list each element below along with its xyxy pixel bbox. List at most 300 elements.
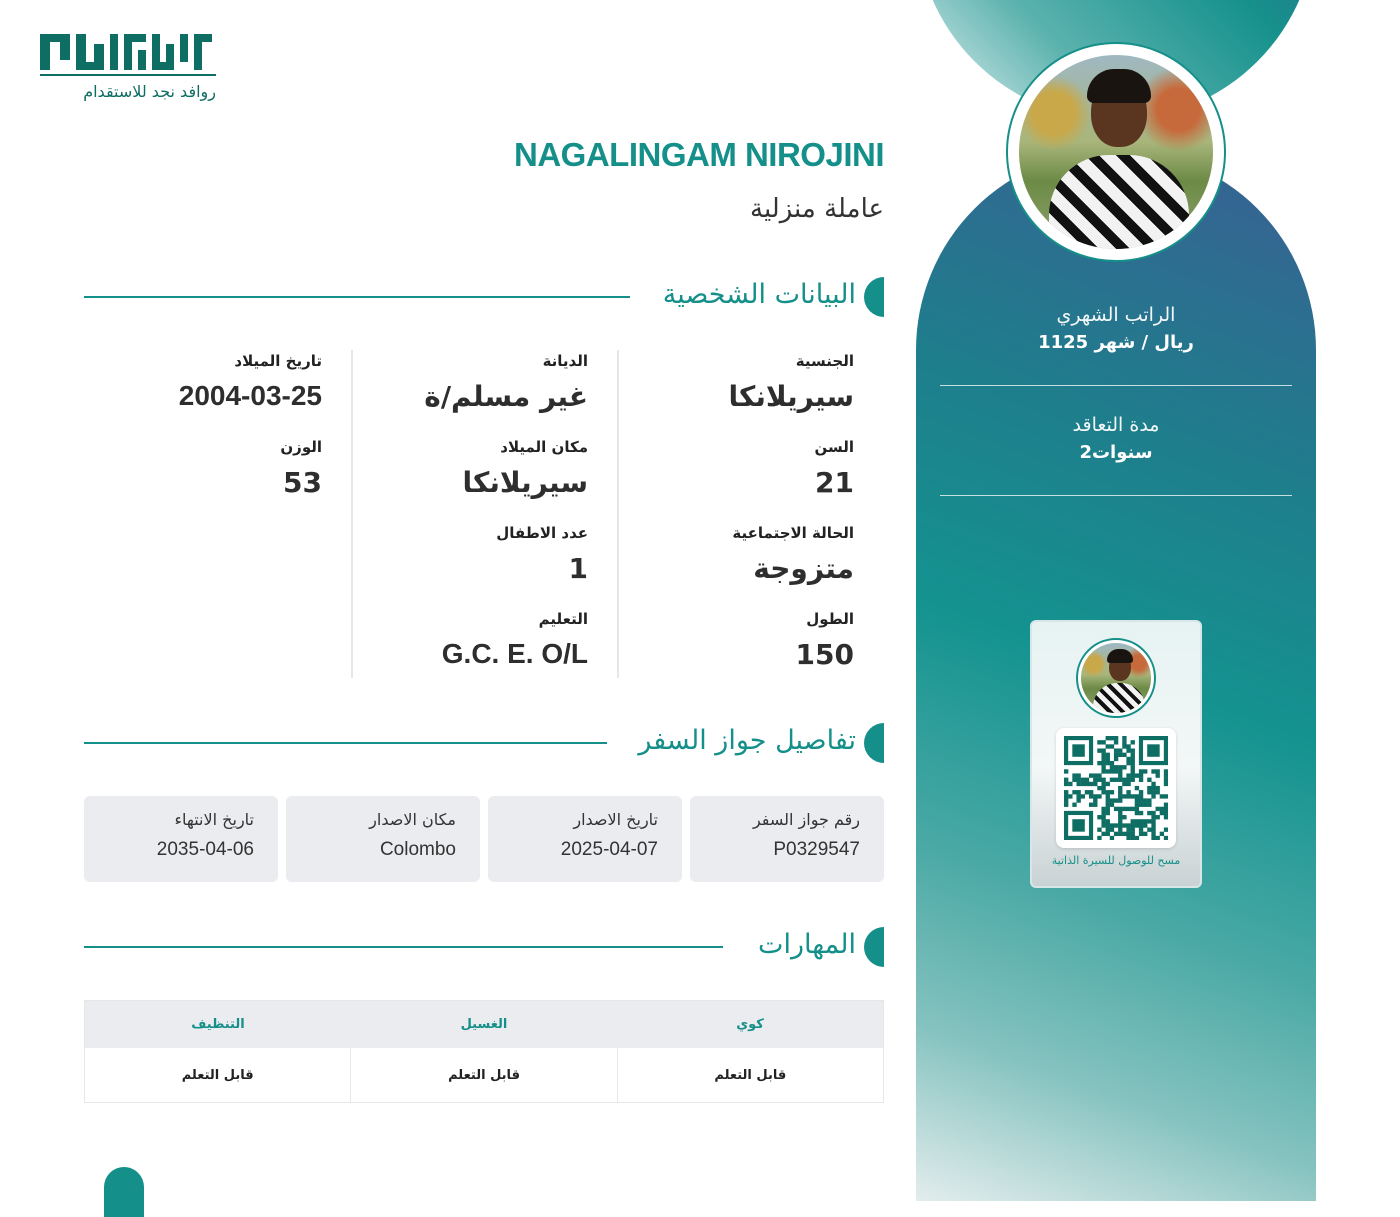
section-rule — [84, 946, 723, 948]
qr-module — [1089, 794, 1093, 798]
qr-module — [1139, 778, 1143, 782]
qr-module — [1072, 790, 1076, 794]
card-label: رقم جواز السفر — [752, 810, 860, 829]
photo-frame — [1016, 52, 1216, 252]
qr-module — [1114, 757, 1118, 761]
qr-module — [1126, 836, 1130, 840]
qr-module — [1101, 740, 1105, 744]
field-birthdate — [179, 352, 322, 412]
qr-module — [1118, 798, 1122, 802]
qr-module — [1101, 832, 1105, 836]
qr-module — [1156, 790, 1160, 794]
qr-module — [1126, 794, 1130, 798]
qr-module — [1131, 753, 1135, 757]
card-label: مكان الاصدار — [369, 810, 456, 829]
qr-module — [1106, 736, 1110, 740]
qr-module — [1151, 823, 1155, 827]
qr-module — [1114, 748, 1118, 752]
qr-module — [1131, 832, 1135, 836]
qr-module — [1110, 778, 1114, 782]
column-divider — [351, 350, 353, 678]
qr-module — [1131, 823, 1135, 827]
qr-module — [1106, 798, 1110, 802]
company-name: روافد نجد للاستقدام — [83, 82, 216, 101]
qr-module — [1164, 807, 1168, 811]
qr-module — [1143, 823, 1147, 827]
qr-module — [1118, 773, 1122, 777]
qr-module — [1081, 778, 1085, 782]
qr-module — [1131, 807, 1135, 811]
qr-module — [1151, 836, 1155, 840]
qr-module — [1164, 794, 1168, 798]
field-value: سيريلانكا — [462, 466, 588, 499]
field-religion — [424, 352, 588, 413]
qr-module — [1118, 778, 1122, 782]
qr-module — [1076, 790, 1080, 794]
qr-module — [1110, 761, 1114, 765]
qr-module — [1151, 832, 1155, 836]
skills-table — [84, 1000, 884, 1103]
qr-module — [1101, 778, 1105, 782]
qr-module — [1151, 786, 1155, 790]
qr-module — [1118, 823, 1122, 827]
qr-module — [1118, 765, 1122, 769]
qr-module — [1135, 803, 1139, 807]
qr-module — [1101, 753, 1105, 757]
section-passport-header — [84, 723, 884, 763]
info-column-1 — [630, 350, 854, 678]
qr-module — [1126, 823, 1130, 827]
qr-module — [1122, 823, 1126, 827]
skill-level: قابل التعلم — [350, 1048, 616, 1102]
qr-module — [1114, 769, 1118, 773]
qr-finder — [1072, 744, 1084, 756]
qr-module — [1068, 794, 1072, 798]
qr-module — [1131, 740, 1135, 744]
section-title: البيانات الشخصية — [662, 279, 856, 310]
qr-module — [1101, 757, 1105, 761]
qr-module — [1110, 823, 1114, 827]
qr-module — [1118, 753, 1122, 757]
profile-photo — [1006, 42, 1226, 262]
field-value: 53 — [283, 466, 322, 499]
qr-module — [1093, 798, 1097, 802]
qr-module — [1147, 798, 1151, 802]
qr-module — [1106, 757, 1110, 761]
skills-level-row — [85, 1048, 883, 1102]
qr-module — [1106, 828, 1110, 832]
skill-level: قابل التعلم — [617, 1048, 883, 1102]
candidate-name: NAGALINGAM NIROJINI — [514, 136, 884, 173]
qr-module — [1122, 807, 1126, 811]
qr-module — [1118, 794, 1122, 798]
qr-finder — [1072, 819, 1084, 831]
qr-module — [1164, 773, 1168, 777]
qr-module — [1126, 790, 1130, 794]
qr-module — [1135, 807, 1139, 811]
qr-module — [1122, 744, 1126, 748]
qr-module — [1126, 744, 1130, 748]
qr-module — [1164, 828, 1168, 832]
salary-block — [940, 304, 1292, 353]
qr-module — [1106, 753, 1110, 757]
field-children — [496, 524, 588, 585]
qr-module — [1068, 782, 1072, 786]
qr-module — [1131, 757, 1135, 761]
qr-module — [1131, 769, 1135, 773]
qr-module — [1143, 769, 1147, 773]
section-skills-header — [84, 927, 884, 967]
qr-module — [1097, 794, 1101, 798]
qr-module — [1072, 778, 1076, 782]
qr-module — [1131, 773, 1135, 777]
qr-module — [1135, 786, 1139, 790]
qr-module — [1101, 811, 1105, 815]
qr-module — [1089, 773, 1093, 777]
qr-module — [1101, 782, 1105, 786]
qr-module — [1135, 794, 1139, 798]
qr-code[interactable] — [1056, 728, 1176, 848]
skill-name: الغسيل — [460, 1017, 508, 1032]
qr-module — [1097, 740, 1101, 744]
qr-module — [1131, 778, 1135, 782]
qr-module — [1106, 807, 1110, 811]
qr-module — [1147, 778, 1151, 782]
qr-module — [1147, 828, 1151, 832]
field-label: التعليم — [538, 610, 588, 628]
qr-module — [1151, 769, 1155, 773]
field-birthplace — [463, 438, 588, 499]
qr-caption: مسح للوصول للسيرة الذاتية — [1051, 854, 1181, 867]
qr-avatar — [1076, 638, 1156, 718]
qr-module — [1139, 769, 1143, 773]
qr-module — [1106, 782, 1110, 786]
qr-module — [1118, 786, 1122, 790]
qr-module — [1106, 744, 1110, 748]
qr-module — [1093, 778, 1097, 782]
qr-module — [1114, 740, 1118, 744]
field-label: السن — [814, 438, 854, 456]
qr-module — [1076, 773, 1080, 777]
qr-module — [1164, 803, 1168, 807]
qr-module — [1072, 803, 1076, 807]
qr-module — [1093, 773, 1097, 777]
qr-module — [1118, 807, 1122, 811]
skills-header-row — [85, 1001, 883, 1048]
qr-module — [1118, 769, 1122, 773]
qr-module — [1143, 819, 1147, 823]
field-value: غير مسلم/ة — [424, 380, 588, 413]
qr-module — [1135, 811, 1139, 815]
company-logo — [40, 30, 216, 104]
qr-module — [1118, 815, 1122, 819]
qr-module — [1064, 798, 1068, 802]
qr-module — [1139, 811, 1143, 815]
section-cap — [864, 723, 884, 763]
field-value: 150 — [795, 638, 854, 671]
qr-module — [1093, 794, 1097, 798]
qr-module — [1131, 761, 1135, 765]
field-label: مكان الميلاد — [500, 438, 588, 456]
qr-module — [1089, 790, 1093, 794]
field-age — [814, 438, 854, 499]
qr-module — [1114, 753, 1118, 757]
qr-module — [1122, 736, 1126, 740]
qr-module — [1106, 803, 1110, 807]
qr-module — [1126, 773, 1130, 777]
column-divider — [617, 350, 619, 678]
qr-module — [1147, 803, 1151, 807]
qr-module — [1122, 794, 1126, 798]
field-marital-status — [732, 524, 854, 585]
qr-module — [1097, 836, 1101, 840]
qr-module — [1143, 798, 1147, 802]
field-label: الوزن — [280, 438, 322, 456]
qr-module — [1147, 786, 1151, 790]
qr-module — [1072, 773, 1076, 777]
qr-module — [1106, 790, 1110, 794]
qr-module — [1076, 798, 1080, 802]
qr-module — [1131, 819, 1135, 823]
qr-module — [1139, 794, 1143, 798]
qr-module — [1164, 836, 1168, 840]
qr-module — [1164, 815, 1168, 819]
qr-module — [1139, 773, 1143, 777]
qr-module — [1151, 782, 1155, 786]
field-weight — [280, 438, 322, 499]
qr-module — [1122, 832, 1126, 836]
salary-value: 1125 ريال / شهر — [1038, 332, 1194, 353]
sidebar-divider — [940, 495, 1292, 496]
qr-module — [1085, 790, 1089, 794]
qr-module — [1085, 778, 1089, 782]
qr-module — [1110, 769, 1114, 773]
qr-module — [1131, 748, 1135, 752]
contract-block — [940, 414, 1292, 463]
portrait-hair — [1107, 649, 1133, 663]
qr-module — [1131, 828, 1135, 832]
field-education — [442, 610, 588, 670]
qr-module — [1076, 782, 1080, 786]
section-cap — [864, 277, 884, 317]
portrait-body — [1093, 683, 1145, 713]
qr-module — [1114, 778, 1118, 782]
qr-module — [1126, 757, 1130, 761]
qr-module — [1106, 832, 1110, 836]
qr-module — [1106, 811, 1110, 815]
qr-module — [1110, 828, 1114, 832]
field-label: الجنسية — [795, 352, 854, 370]
field-value: 2004-03-25 — [178, 380, 322, 411]
qr-module — [1101, 761, 1105, 765]
qr-module — [1156, 786, 1160, 790]
qr-module — [1139, 819, 1143, 823]
card-label: تاريخ الاصدار — [573, 810, 658, 829]
qr-module — [1160, 811, 1164, 815]
field-value: G.C. E. O/L — [441, 638, 588, 669]
card-value: P0329547 — [773, 839, 860, 860]
qr-module — [1135, 798, 1139, 802]
qr-module — [1139, 832, 1143, 836]
qr-module — [1064, 803, 1068, 807]
portrait-image — [1019, 55, 1213, 249]
skill-name: التنظيف — [191, 1017, 245, 1032]
qr-module — [1081, 782, 1085, 786]
qr-module — [1110, 798, 1114, 802]
qr-module — [1097, 773, 1101, 777]
qr-module — [1135, 819, 1139, 823]
qr-module — [1143, 803, 1147, 807]
section-title: المهارات — [758, 929, 856, 960]
qr-module — [1101, 769, 1105, 773]
qr-module — [1151, 828, 1155, 832]
qr-module — [1151, 819, 1155, 823]
qr-module — [1101, 786, 1105, 790]
section-personal-header — [84, 277, 884, 317]
qr-module — [1114, 823, 1118, 827]
qr-module — [1122, 753, 1126, 757]
qr-module — [1114, 807, 1118, 811]
section-cap — [864, 927, 884, 967]
qr-module — [1156, 769, 1160, 773]
skill-level: قابل التعلم — [181, 1067, 254, 1083]
qr-module — [1147, 811, 1151, 815]
qr-module — [1139, 803, 1143, 807]
qr-module — [1114, 765, 1118, 769]
qr-module — [1147, 790, 1151, 794]
qr-module — [1101, 765, 1105, 769]
qr-module — [1089, 803, 1093, 807]
qr-module — [1097, 815, 1101, 819]
qr-module — [1076, 778, 1080, 782]
qr-module — [1118, 832, 1122, 836]
logo-mark-icon — [40, 30, 216, 80]
qr-module — [1118, 819, 1122, 823]
qr-module — [1151, 815, 1155, 819]
qr-module — [1126, 828, 1130, 832]
qr-module — [1110, 736, 1114, 740]
skill-name: كوي — [736, 1017, 764, 1032]
qr-module — [1164, 778, 1168, 782]
qr-module — [1101, 790, 1105, 794]
qr-module — [1064, 778, 1068, 782]
qr-module — [1118, 828, 1122, 832]
qr-module — [1118, 748, 1122, 752]
qr-module — [1101, 815, 1105, 819]
decorative-tab — [104, 1167, 144, 1217]
info-column-2 — [364, 350, 588, 678]
field-value: 1 — [568, 552, 588, 585]
qr-module — [1156, 773, 1160, 777]
qr-card[interactable] — [1030, 620, 1202, 888]
qr-module — [1097, 786, 1101, 790]
qr-module — [1164, 769, 1168, 773]
qr-module — [1110, 803, 1114, 807]
qr-module — [1101, 819, 1105, 823]
field-label: عدد الاطفال — [496, 524, 588, 542]
qr-module — [1139, 823, 1143, 827]
qr-module — [1064, 790, 1068, 794]
field-label: الديانة — [542, 352, 588, 370]
passport-number-card — [690, 796, 884, 882]
qr-module — [1164, 811, 1168, 815]
qr-module — [1106, 794, 1110, 798]
qr-module — [1126, 748, 1130, 752]
qr-module — [1114, 798, 1118, 802]
portrait-image — [1081, 643, 1151, 713]
section-title: تفاصيل جواز السفر — [638, 725, 856, 756]
qr-module — [1114, 832, 1118, 836]
qr-module — [1135, 773, 1139, 777]
qr-module — [1135, 823, 1139, 827]
portrait-hair — [1087, 69, 1151, 103]
section-rule — [84, 742, 607, 744]
portrait-body — [1049, 155, 1189, 252]
salary-label: الراتب الشهري — [1056, 304, 1176, 326]
qr-module — [1126, 782, 1130, 786]
sidebar — [916, 0, 1316, 1201]
qr-module — [1156, 815, 1160, 819]
qr-module — [1126, 832, 1130, 836]
qr-module — [1139, 828, 1143, 832]
passport-issue-date-card — [488, 796, 682, 882]
field-value: 21 — [815, 466, 854, 499]
qr-module — [1106, 769, 1110, 773]
qr-module — [1122, 765, 1126, 769]
qr-module — [1106, 823, 1110, 827]
passport-expiry-card — [84, 796, 278, 882]
card-value: 2035-04-06 — [156, 839, 254, 860]
qr-module — [1114, 736, 1118, 740]
sidebar-divider — [940, 385, 1292, 386]
qr-module — [1164, 782, 1168, 786]
qr-module — [1064, 782, 1068, 786]
qr-code-icon — [1064, 736, 1168, 840]
qr-module — [1126, 761, 1130, 765]
qr-module — [1156, 807, 1160, 811]
qr-finder — [1147, 744, 1159, 756]
section-rule — [84, 296, 630, 298]
qr-module — [1101, 807, 1105, 811]
contract-value: 2سنوات — [1079, 442, 1153, 463]
qr-module — [1097, 761, 1101, 765]
qr-module — [1093, 782, 1097, 786]
field-value: سيريلانكا — [728, 380, 854, 413]
qr-module — [1126, 807, 1130, 811]
field-height — [796, 610, 854, 671]
qr-module — [1101, 748, 1105, 752]
candidate-job-title: عاملة منزلية — [750, 194, 884, 224]
info-column-3 — [98, 350, 322, 678]
qr-module — [1131, 765, 1135, 769]
passport-issue-place-card — [286, 796, 480, 882]
qr-module — [1122, 740, 1126, 744]
qr-module — [1160, 807, 1164, 811]
qr-module — [1156, 836, 1160, 840]
qr-module — [1085, 782, 1089, 786]
qr-module — [1106, 819, 1110, 823]
qr-module — [1101, 823, 1105, 827]
qr-module — [1118, 811, 1122, 815]
qr-module — [1143, 832, 1147, 836]
qr-module — [1131, 794, 1135, 798]
qr-module — [1097, 748, 1101, 752]
card-label: تاريخ الانتهاء — [174, 810, 254, 829]
card-value: 2025-04-07 — [560, 839, 658, 860]
qr-module — [1106, 761, 1110, 765]
qr-module — [1089, 782, 1093, 786]
qr-module — [1097, 828, 1101, 832]
